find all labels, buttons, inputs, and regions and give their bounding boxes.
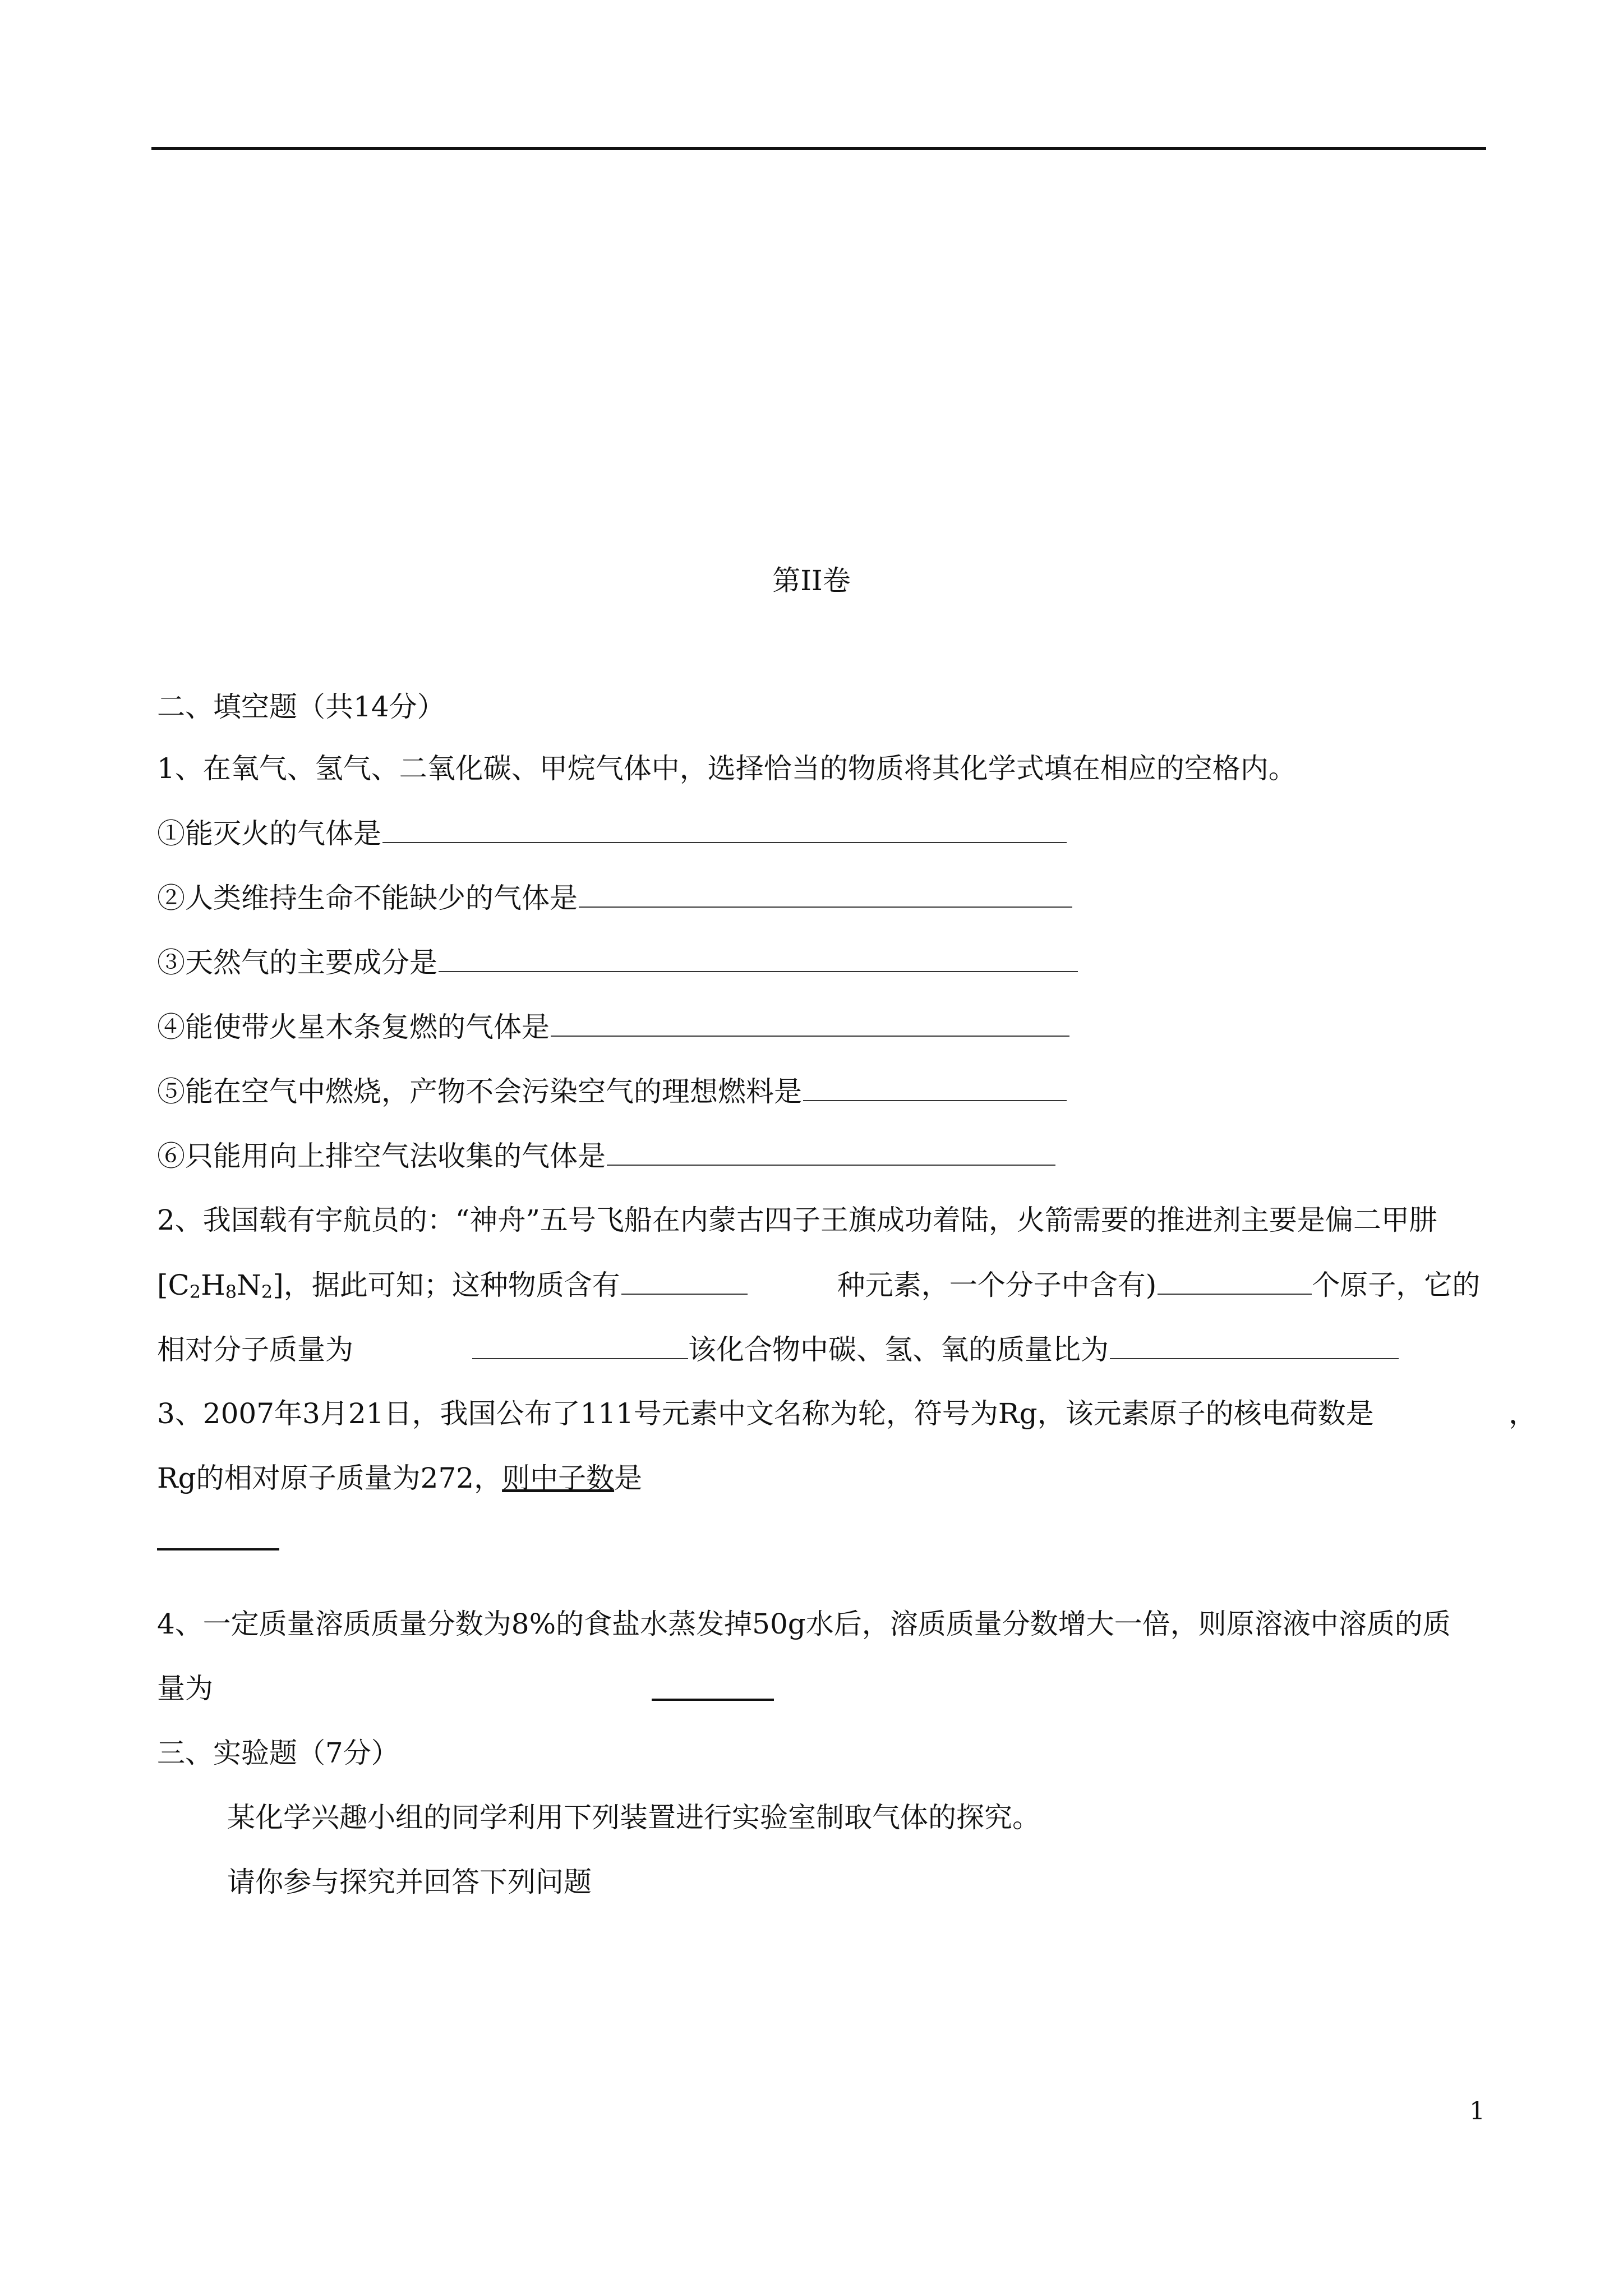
answer-blank[interactable] xyxy=(472,1332,688,1359)
answer-blank[interactable] xyxy=(607,1139,1055,1166)
q1-item-6-text: ⑥只能用向上排空气法收集的气体是 xyxy=(157,1140,606,1172)
answer-blank[interactable] xyxy=(803,1074,1067,1101)
q2-line-3 xyxy=(157,1332,1399,1366)
answer-blank[interactable] xyxy=(652,1699,774,1701)
q3-line-2 xyxy=(157,1461,642,1495)
answer-blank[interactable] xyxy=(1158,1268,1312,1295)
answer-blank[interactable] xyxy=(382,816,1067,843)
q2-line-1: 2、我国载有宇航员的：“神舟”五号飞船在内蒙古四子王旗成功着陆，火箭需要的推进剂主要是偏二甲肼 xyxy=(157,1204,1437,1236)
q2-line-3b: 该化合物中碳、氢、氧的质量比为 xyxy=(688,1333,1109,1366)
formula-subscript: 2 xyxy=(261,1281,273,1303)
q1-stem: 1、在氧气、氢气、二氧化碳、甲烷气体中，选择恰当的物质将其化学式填在相应的空格内。 xyxy=(157,752,1297,785)
q1-item-5 xyxy=(157,1074,1067,1108)
answer-blank[interactable] xyxy=(439,945,1078,972)
q1-item-4 xyxy=(157,1010,1069,1044)
q2-line-2 xyxy=(157,1268,1480,1309)
q4-line-2: 量为 xyxy=(157,1672,213,1705)
q3-line-2c: 是 xyxy=(614,1462,643,1494)
answer-blank[interactable] xyxy=(157,1548,279,1550)
q1-item-6 xyxy=(157,1139,1055,1173)
q1-item-4-text: ④能使带火星木条复燃的气体是 xyxy=(157,1011,550,1043)
section-2-heading: 二、填空题（共14分） xyxy=(157,691,445,723)
q3-line-1-text: 3、2007年3月21日，我国公布了111号元素中文名称为轮，符号为Rg，该元素原子的核电荷数是 xyxy=(157,1397,1374,1430)
formula-element: H xyxy=(201,1269,225,1301)
q1-item-2 xyxy=(157,881,1072,915)
q1-item-1-text: ①能灭火的气体是 xyxy=(157,817,381,850)
q1-item-2-text: ②人类维持生命不能缺少的气体是 xyxy=(157,882,578,914)
formula-subscript: 8 xyxy=(225,1281,237,1303)
page-title: 第II卷 xyxy=(772,564,851,597)
answer-blank[interactable] xyxy=(551,1010,1069,1037)
header-rule xyxy=(151,147,1486,150)
formula-subscript: 2 xyxy=(189,1281,201,1303)
q3-line-1 xyxy=(157,1397,1374,1430)
q1-item-5-text: ⑤能在空气中燃烧，产物不会污染空气的理想燃料是 xyxy=(157,1075,802,1108)
q2-line-3a: 相对分子质量为 xyxy=(157,1333,353,1366)
q1-item-1 xyxy=(157,816,1067,850)
section-3-heading: 三、实验题（7分） xyxy=(157,1737,399,1769)
q3-line-2a: Rg的相对原子质量为272， xyxy=(157,1462,502,1494)
q1-item-3 xyxy=(157,945,1078,979)
section-3-intro: 某化学兴趣小组的同学利用下列装置进行实验室制取气体的探究。 xyxy=(227,1801,1040,1834)
answer-blank[interactable] xyxy=(621,1268,748,1295)
answer-blank[interactable] xyxy=(579,881,1072,908)
q3-line-2b: 则中子数 xyxy=(502,1462,615,1494)
q1-item-3-text: ③天然气的主要成分是 xyxy=(157,946,437,979)
page-number: 1 xyxy=(1469,2097,1485,2125)
answer-blank[interactable] xyxy=(1110,1332,1399,1359)
formula-element: N xyxy=(237,1269,261,1301)
q4-line-1: 4、一定质量溶质质量分数为8%的食盐水蒸发掉50g水后，溶质质量分数增大一倍，则原溶液中溶质的质 xyxy=(157,1608,1451,1640)
q2-part-c: 个原子，它的 xyxy=(1312,1269,1481,1301)
q3-comma: ， xyxy=(1509,1397,1537,1430)
section-3-instruction: 请你参与探究并回答下列问题 xyxy=(227,1866,592,1898)
formula-bracket-open: [C xyxy=(157,1269,190,1301)
q2-line-2-text: ]，据此可知；这种物质含有 xyxy=(273,1269,620,1301)
q2-part-b: 种元素，一个分子中含有) xyxy=(837,1269,1157,1301)
